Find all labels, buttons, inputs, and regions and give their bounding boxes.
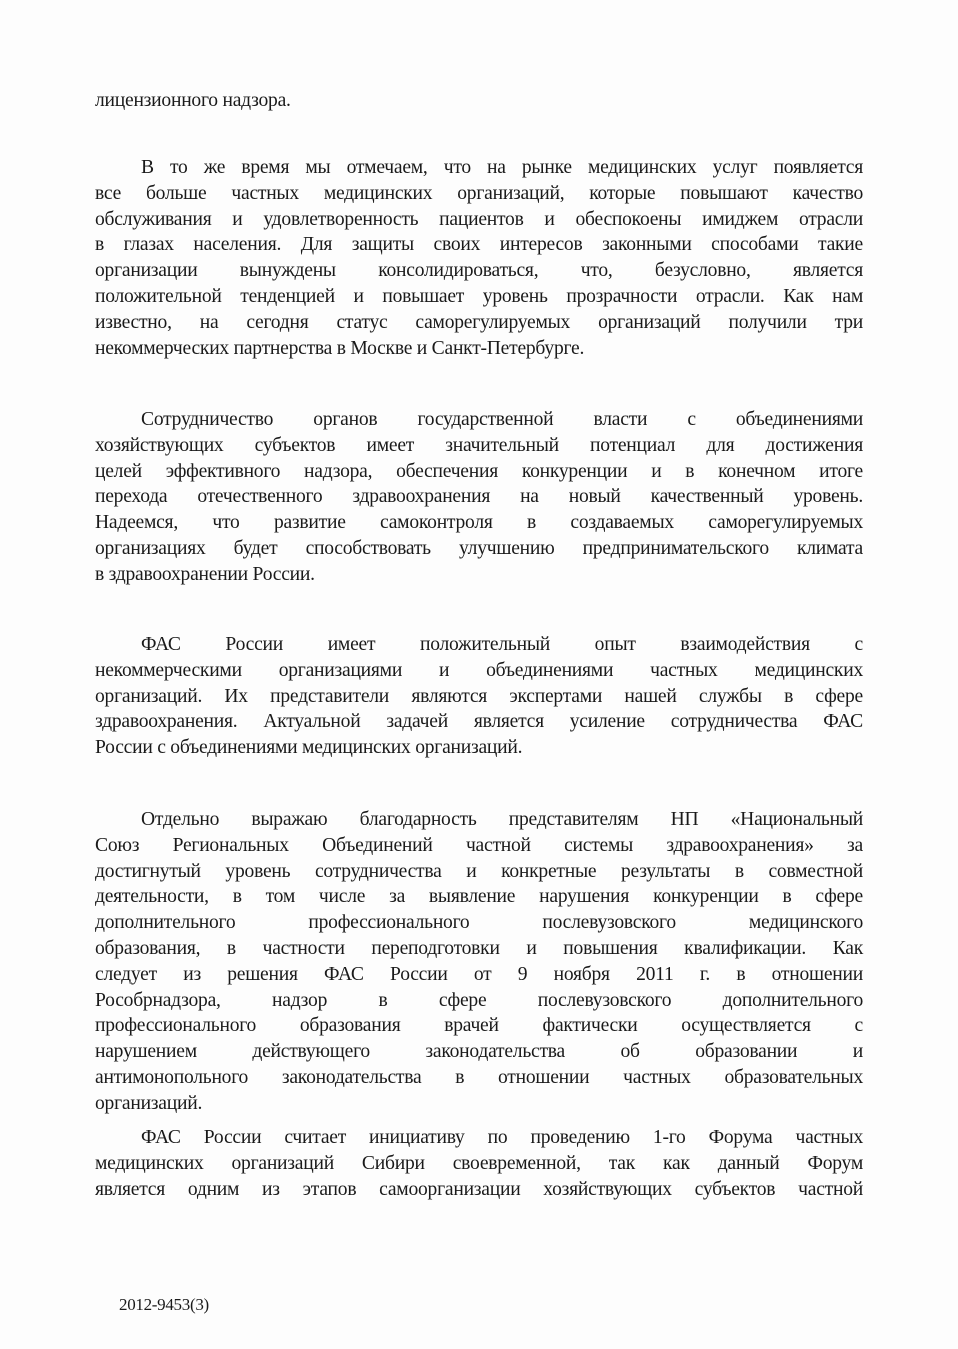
- text-line: профессионального образования врачей фактически осуществляется с: [95, 1015, 863, 1037]
- paragraph-1: [95, 155, 863, 361]
- text-line: положительной тенденцией и повышает уровень прозрачности отрасли. Как нам: [95, 285, 863, 307]
- text-line: является одним из этапов самоорганизации хозяйствующих субъектов частной: [95, 1178, 863, 1200]
- text-line: все больше частных медицинских организаций, которые повышают качество: [95, 182, 863, 204]
- document-code: 2012-9453(3): [119, 1295, 209, 1314]
- paragraph-5: [95, 1125, 863, 1202]
- text-line: образования, в частности переподготовки и повышения квалификации. Как: [95, 937, 863, 959]
- text-line: достигнутый уровень сотрудничества и конкретные результаты в совместной: [95, 860, 863, 882]
- text-line: организациях будет способствовать улучшению предпринимательского климата: [95, 537, 863, 559]
- paragraph-3: [95, 632, 863, 761]
- paragraph-0: [95, 88, 863, 114]
- text-line: ФАС России считает инициативу по проведению 1-го Форума частных: [141, 1127, 863, 1148]
- paragraph-2: [95, 407, 863, 588]
- text-line: некоммерческих партнерства в Москве и Санкт-Петербурге.: [95, 337, 585, 359]
- text-line: здравоохранения. Актуальной задачей является усиление сотрудничества ФАС: [95, 711, 863, 733]
- text-line: перехода отечественного здравоохранения на новый качественный уровень.: [95, 486, 863, 508]
- text-line: в здравоохранении России.: [95, 563, 315, 585]
- text-line: России с объединениями медицинских организаций.: [95, 737, 523, 759]
- text-line: целей эффективного надзора, обеспечения конкуренции и в конечном итоге: [95, 460, 863, 482]
- text-line: медицинских организаций Сибири своевременной, так как данный Форум: [95, 1152, 863, 1174]
- text-line: хозяйствующих субъектов имеет значительный потенциал для достижения: [95, 434, 863, 456]
- text-line: организаций.: [95, 1092, 203, 1114]
- text-line: В то же время мы отмечаем, что на рынке медицинских услуг появляется: [141, 157, 863, 178]
- text-line: ФАС России имеет положительный опыт взаимодействия с: [141, 634, 863, 655]
- text-line: Отдельно выражаю благодарность представителям НП «Национальный: [141, 809, 863, 830]
- text-line: Рособрнадзора, надзор в сфере послевузовского дополнительного: [95, 989, 863, 1011]
- text-line: Сотрудничество органов государственной власти с объединениями: [141, 409, 863, 430]
- paragraph-4: [95, 807, 863, 1117]
- text-line: в глазах населения. Для защиты своих интересов законными способами такие: [95, 234, 863, 256]
- text-line: антимонопольного законодательства в отношении частных образовательных: [95, 1066, 863, 1088]
- text-line: нарушением действующего законодательства об образовании и: [95, 1041, 863, 1063]
- text-line: Союз Региональных Объединений частной системы здравоохранения» за: [95, 834, 863, 856]
- text-line: организаций. Их представители являются экспертами нашей службы в сфере: [95, 685, 863, 707]
- text-line: деятельности, в том числе за выявление нарушения конкуренции в сфере: [95, 886, 863, 908]
- text-line: обслуживания и удовлетворенность пациентов и обеспокоены имиджем отрасли: [95, 208, 863, 230]
- text-line: лицензионного надзора.: [95, 90, 291, 111]
- text-line: организации вынуждены консолидироваться, что, безусловно, является: [95, 260, 863, 282]
- text-line: Надеемся, что развитие самоконтроля в создаваемых саморегулируемых: [95, 512, 863, 534]
- text-line: следует из решения ФАС России от 9 ноября 2011 г. в отношении: [95, 963, 863, 985]
- text-line: известно, на сегодня статус саморегулируемых организаций получили три: [95, 311, 863, 333]
- text-line: дополнительного профессионального послевузовского медицинского: [95, 912, 863, 934]
- text-line: некоммерческими организациями и объединениями частных медицинских: [95, 659, 863, 681]
